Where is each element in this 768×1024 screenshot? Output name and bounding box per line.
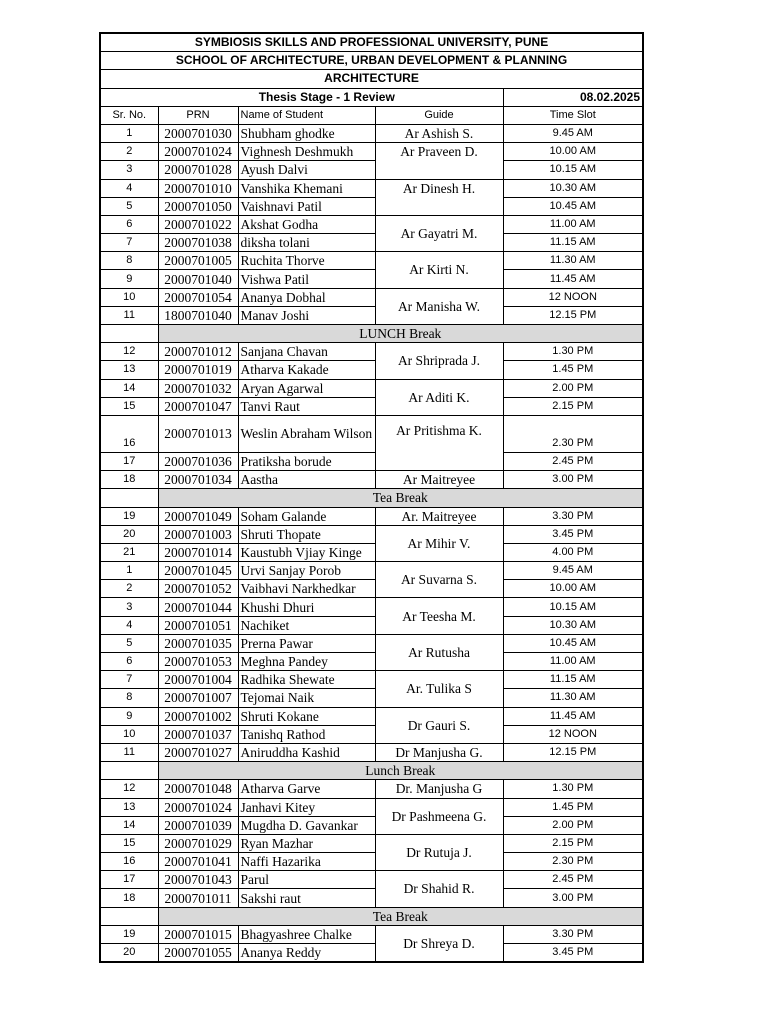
prn: 2000701027 [158,743,238,761]
sr-no: 18 [100,471,158,489]
guide-name: Ar Manisha W. [375,288,503,324]
guide-name: Ar Shriprada J. [375,343,503,379]
student-name: Ananya Reddy [238,944,375,963]
student-name: Parul [238,871,375,889]
sr-no: 17 [100,871,158,889]
time-slot: 2.00 PM [503,379,643,397]
prn: 2000701005 [158,252,238,270]
student-name: Khushi Dhuri [238,598,375,616]
sr-no: 15 [100,397,158,415]
time-slot: 2.00 PM [503,816,643,834]
guide-name: Ar Pritishma K. [375,415,503,470]
table-row [100,379,643,397]
sr-no: 13 [100,798,158,816]
col-guide: Guide [375,106,503,124]
student-name: Aniruddha Kashid [238,743,375,761]
student-name: Prerna Pawar [238,634,375,652]
time-slot: 10.45 AM [503,634,643,652]
tea-break-label: Tea Break [158,907,643,925]
sr-no: 18 [100,889,158,907]
prn: 2000701003 [158,525,238,543]
time-slot: 9.45 AM [503,124,643,142]
student-name: Aastha [238,471,375,489]
prn: 2000701024 [158,798,238,816]
table-row [100,525,643,543]
guide-name: Ar. Maitreyee [375,507,503,525]
prn: 2000701035 [158,634,238,652]
review-title: Thesis Stage - 1 Review [100,88,503,106]
table-row [100,780,643,798]
sr-no: 21 [100,543,158,561]
sr-no: 8 [100,252,158,270]
sr-no: 7 [100,234,158,252]
sr-no: 19 [100,507,158,525]
prn: 2000701022 [158,215,238,233]
student-name: Vighnesh Deshmukh [238,143,375,161]
guide-name: Dr Rutuja J. [375,834,503,870]
guide-name: Ar Kirti N. [375,252,503,288]
prn: 2000701051 [158,616,238,634]
time-slot: 3.30 PM [503,925,643,943]
sr-no: 4 [100,616,158,634]
student-name: Ayush Dalvi [238,161,375,179]
sr-no: 5 [100,197,158,215]
table-row [100,707,643,725]
prn: 2000701047 [158,397,238,415]
guide-name: Dr Shahid R. [375,871,503,907]
time-slot: 2.30 PM [503,415,643,452]
table-row [100,944,643,963]
time-slot: 12 NOON [503,288,643,306]
student-name: Shruti Kokane [238,707,375,725]
table-row [100,689,643,707]
student-name: Tanishq Rathod [238,725,375,743]
column-header-row [100,106,643,124]
student-name: Kaustubh Vjiay Kinge [238,543,375,561]
sr-no: 13 [100,361,158,379]
student-name: Ruchita Thorve [238,252,375,270]
sr-no: 3 [100,598,158,616]
prn: 2000701044 [158,598,238,616]
time-slot: 11.30 AM [503,252,643,270]
school-title: SCHOOL OF ARCHITECTURE, URBAN DEVELOPMENT & PLANNING [100,52,643,70]
prn: 2000701002 [158,707,238,725]
sr-no: 1 [100,124,158,142]
guide-name: Ar Teesha M. [375,598,503,634]
table-row [100,471,643,489]
student-name: Nachiket [238,616,375,634]
student-name: Aryan Agarwal [238,379,375,397]
sr-no: 15 [100,834,158,852]
guide-name: Ar Mihir V. [375,525,503,561]
time-slot: 10.15 AM [503,161,643,179]
table-row [100,361,643,379]
table-row [100,143,643,161]
sr-no: 12 [100,343,158,361]
student-name: Atharva Garve [238,780,375,798]
break-row [100,762,643,780]
sr-no: 11 [100,743,158,761]
table-row [100,562,643,580]
time-slot: 12.15 PM [503,743,643,761]
sr-no: 6 [100,215,158,233]
sr-no: 16 [100,415,158,452]
sr-no: 12 [100,780,158,798]
table-row [100,543,643,561]
time-slot: 11.00 AM [503,653,643,671]
sr-no: 1 [100,562,158,580]
sr-no: 16 [100,853,158,871]
prn: 2000701049 [158,507,238,525]
student-name: Bhagyashree Chalke [238,925,375,943]
table-row [100,598,643,616]
sr-no: 8 [100,689,158,707]
sr-no: 6 [100,653,158,671]
guide-name: Dr Manjusha G. [375,743,503,761]
prn: 2000701019 [158,361,238,379]
prn: 2000701028 [158,161,238,179]
tea-break-label: Tea Break [158,489,643,507]
table-row [100,871,643,889]
prn: 2000701039 [158,816,238,834]
sr-no: 2 [100,580,158,598]
prn: 2000701032 [158,379,238,397]
sr-no: 9 [100,707,158,725]
time-slot: 2.45 PM [503,871,643,889]
col-prn: PRN [158,106,238,124]
table-row [100,798,643,816]
student-name: Vaishnavi Patil [238,197,375,215]
prn: 2000701054 [158,288,238,306]
table-row [100,161,643,179]
col-time: Time Slot [503,106,643,124]
student-name: Shruti Thopate [238,525,375,543]
sr-no: 4 [100,179,158,197]
prn: 2000701043 [158,871,238,889]
student-name: Soham Galande [238,507,375,525]
table-row [100,671,643,689]
sr-no: 14 [100,379,158,397]
sr-no: 17 [100,452,158,470]
prn: 2000701040 [158,270,238,288]
table-row [100,397,643,415]
student-name: diksha tolani [238,234,375,252]
sr-no: 14 [100,816,158,834]
student-name: Atharva Kakade [238,361,375,379]
table-row [100,124,643,142]
sr-no: 5 [100,634,158,652]
break-row [100,489,643,507]
prn: 2000701015 [158,925,238,943]
time-slot: 2.45 PM [503,452,643,470]
sr-no: 2 [100,143,158,161]
time-slot: 2.15 PM [503,834,643,852]
guide-name: Ar. Tulika S [375,671,503,707]
col-sr: Sr. No. [100,106,158,124]
prn: 2000701053 [158,653,238,671]
guide-name: Ar Maitreyee [375,471,503,489]
guide-name: Ar Ashish S. [375,124,503,142]
student-name: Vaibhavi Narkhedkar [238,580,375,598]
prn: 2000701048 [158,780,238,798]
time-slot: 9.45 AM [503,562,643,580]
time-slot: 1.45 PM [503,798,643,816]
student-name: Akshat Godha [238,215,375,233]
guide-name: Dr. Manjusha G [375,780,503,798]
prn: 2000701055 [158,944,238,963]
table-row [100,343,643,361]
student-name: Tejomai Naik [238,689,375,707]
student-name: Manav Joshi [238,306,375,324]
time-slot: 3.45 PM [503,944,643,963]
time-slot: 4.00 PM [503,543,643,561]
guide-name: Dr Shreya D. [375,925,503,962]
table-row [100,415,643,452]
lunch-break-label: Lunch Break [158,762,643,780]
time-slot: 3.00 PM [503,471,643,489]
sr-no: 3 [100,161,158,179]
table-row [100,306,643,324]
sr-no: 10 [100,288,158,306]
sr-no: 11 [100,306,158,324]
guide-name: Ar Rutusha [375,634,503,670]
time-slot: 12 NOON [503,725,643,743]
student-name: Vishwa Patil [238,270,375,288]
table-row [100,197,643,215]
prn: 2000701007 [158,689,238,707]
table-row [100,616,643,634]
student-name: Shubham ghodke [238,124,375,142]
prn: 2000701037 [158,725,238,743]
prn: 2000701011 [158,889,238,907]
prn: 2000701024 [158,143,238,161]
table-row [100,507,643,525]
table-row [100,834,643,852]
time-slot: 2.30 PM [503,853,643,871]
time-slot: 2.15 PM [503,397,643,415]
guide-name: Ar Gayatri M. [375,215,503,251]
sr-no: 9 [100,270,158,288]
time-slot: 3.45 PM [503,525,643,543]
student-name: Ananya Dobhal [238,288,375,306]
student-name: Janhavi Kitey [238,798,375,816]
table-row [100,889,643,907]
prn: 2000701004 [158,671,238,689]
student-name: Pratiksha borude [238,452,375,470]
university-title: SYMBIOSIS SKILLS AND PROFESSIONAL UNIVERSITY, PUNE [100,33,643,52]
guide-name: Dr Pashmeena G. [375,798,503,834]
time-slot: 3.30 PM [503,507,643,525]
time-slot: 11.30 AM [503,689,643,707]
student-name: Weslin Abraham Wilson [238,415,375,452]
guide-name: Ar Aditi K. [375,379,503,415]
guide-name: Ar Praveen D. [375,143,503,179]
lunch-break-label: LUNCH Break [158,325,643,343]
guide-name: Ar Suvarna S. [375,562,503,598]
prn: 2000701052 [158,580,238,598]
prn: 2000701030 [158,124,238,142]
time-slot: 10.00 AM [503,580,643,598]
prn: 2000701013 [158,415,238,452]
student-name: Tanvi Raut [238,397,375,415]
table-row [100,234,643,252]
sr-no: 19 [100,925,158,943]
table-row [100,252,643,270]
time-slot: 10.30 AM [503,179,643,197]
prn: 2000701034 [158,471,238,489]
table-row [100,270,643,288]
prn: 2000701038 [158,234,238,252]
student-name: Radhika Shewate [238,671,375,689]
prn: 2000701045 [158,562,238,580]
prn: 2000701036 [158,452,238,470]
time-slot: 1.30 PM [503,343,643,361]
student-name: Vanshika Khemani [238,179,375,197]
program-title: ARCHITECTURE [100,70,643,88]
prn: 1800701040 [158,306,238,324]
student-name: Sanjana Chavan [238,343,375,361]
review-date: 08.02.2025 [503,88,643,106]
sr-no: 20 [100,944,158,963]
guide-name: Dr Gauri S. [375,707,503,743]
time-slot: 11.15 AM [503,234,643,252]
guide-name: Ar Dinesh H. [375,179,503,215]
table-row [100,816,643,834]
prn: 2000701014 [158,543,238,561]
student-name: Sakshi raut [238,889,375,907]
table-row [100,853,643,871]
table-row [100,215,643,233]
table-row [100,179,643,197]
time-slot: 1.30 PM [503,780,643,798]
prn: 2000701012 [158,343,238,361]
time-slot: 10.30 AM [503,616,643,634]
sr-no: 20 [100,525,158,543]
time-slot: 12.15 PM [503,306,643,324]
table-row [100,725,643,743]
time-slot: 1.45 PM [503,361,643,379]
table-row [100,653,643,671]
break-row [100,325,643,343]
prn: 2000701041 [158,853,238,871]
time-slot: 10.00 AM [503,143,643,161]
schedule-table [99,32,644,963]
table-row [100,743,643,761]
sr-no: 10 [100,725,158,743]
time-slot: 11.00 AM [503,215,643,233]
col-name: Name of Student [238,106,375,124]
break-row [100,907,643,925]
time-slot: 11.45 AM [503,270,643,288]
time-slot: 10.45 AM [503,197,643,215]
student-name: Naffi Hazarika [238,853,375,871]
prn: 2000701029 [158,834,238,852]
table-row [100,452,643,470]
table-row [100,288,643,306]
student-name: Meghna Pandey [238,653,375,671]
table-row [100,925,643,943]
student-name: Urvi Sanjay Porob [238,562,375,580]
student-name: Mugdha D. Gavankar [238,816,375,834]
table-row [100,580,643,598]
sr-no: 7 [100,671,158,689]
student-name: Ryan Mazhar [238,834,375,852]
table-row [100,634,643,652]
time-slot: 10.15 AM [503,598,643,616]
time-slot: 3.00 PM [503,889,643,907]
time-slot: 11.15 AM [503,671,643,689]
prn: 2000701010 [158,179,238,197]
prn: 2000701050 [158,197,238,215]
time-slot: 11.45 AM [503,707,643,725]
